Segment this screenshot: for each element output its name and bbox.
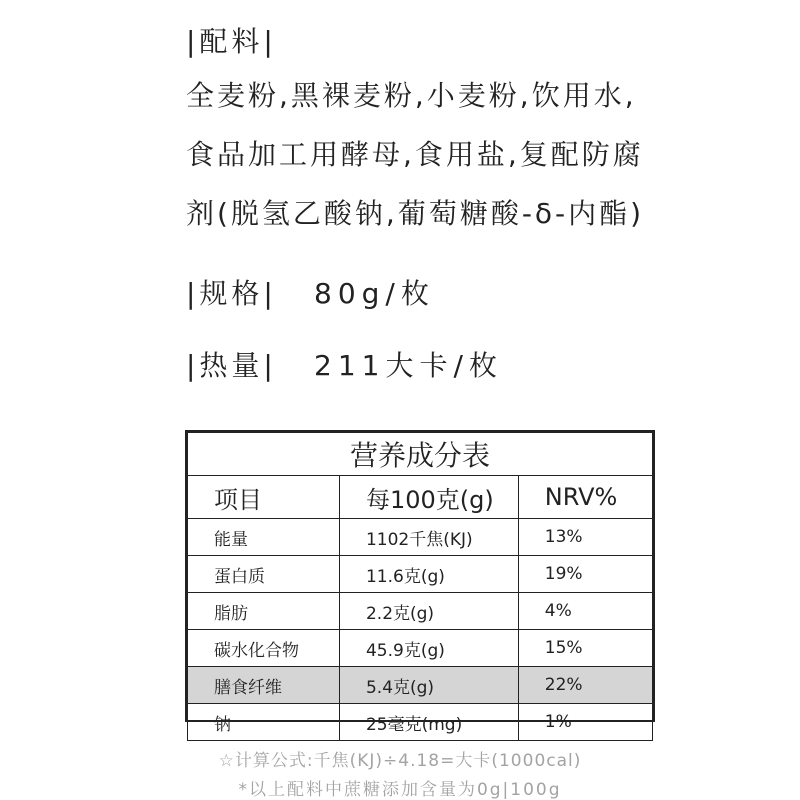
row-item: 能量	[188, 519, 340, 556]
header-item: 项目	[188, 476, 340, 519]
row-nrv: 19%	[518, 556, 652, 593]
row-per100g: 11.6克(g)	[339, 556, 518, 593]
calculation-formula: ☆计算公式:千焦(KJ)÷4.18=大卡(1000cal)	[218, 751, 582, 771]
ingredients-line: 剂(脱氢乙酸钠,葡萄糖酸-δ-内酯)	[186, 197, 645, 230]
row-per100g: 1102千焦(KJ)	[339, 519, 518, 556]
row-nrv: 22%	[518, 667, 652, 704]
spec-value: 80g/枚	[314, 277, 435, 310]
ingredients-line: 全麦粉,黑裸麦粉,小麦粉,饮用水,	[186, 79, 637, 112]
nutrition-table	[185, 430, 655, 735]
row-per100g: 25毫克(mg)	[339, 704, 518, 741]
table-row-highlighted	[188, 667, 653, 704]
row-per100g: 45.9克(g)	[339, 630, 518, 667]
row-nrv: 13%	[518, 519, 652, 556]
spec-row-size	[186, 277, 435, 310]
row-nrv: 15%	[518, 630, 652, 667]
header-nrv: NRV%	[518, 476, 652, 519]
spec-label: |规格|	[186, 277, 277, 310]
sugar-note: *以上配料中蔗糖添加含量为0g|100g	[238, 780, 562, 800]
table-row	[188, 630, 653, 667]
nutrition-table-title: 营养成分表	[188, 433, 653, 476]
table-row	[188, 556, 653, 593]
row-nrv: 1%	[518, 704, 652, 741]
row-item: 膳食纤维	[188, 667, 340, 704]
table-row	[188, 593, 653, 630]
ingredients-line: 食品加工用酵母,食用盐,复配防腐	[186, 138, 644, 171]
row-item: 钠	[188, 704, 340, 741]
table-row	[188, 519, 653, 556]
spec-row-calories	[186, 349, 503, 382]
row-per100g: 2.2克(g)	[339, 593, 518, 630]
table-row	[188, 704, 653, 741]
row-item: 蛋白质	[188, 556, 340, 593]
row-item: 碳水化合物	[188, 630, 340, 667]
spec-value: 211大卡/枚	[314, 349, 503, 382]
header-per100g: 每100克(g)	[339, 476, 518, 519]
row-nrv: 4%	[518, 593, 652, 630]
row-per100g: 5.4克(g)	[339, 667, 518, 704]
row-item: 脂肪	[188, 593, 340, 630]
spec-label: |热量|	[186, 349, 277, 382]
ingredients-title: |配料|	[186, 25, 277, 58]
